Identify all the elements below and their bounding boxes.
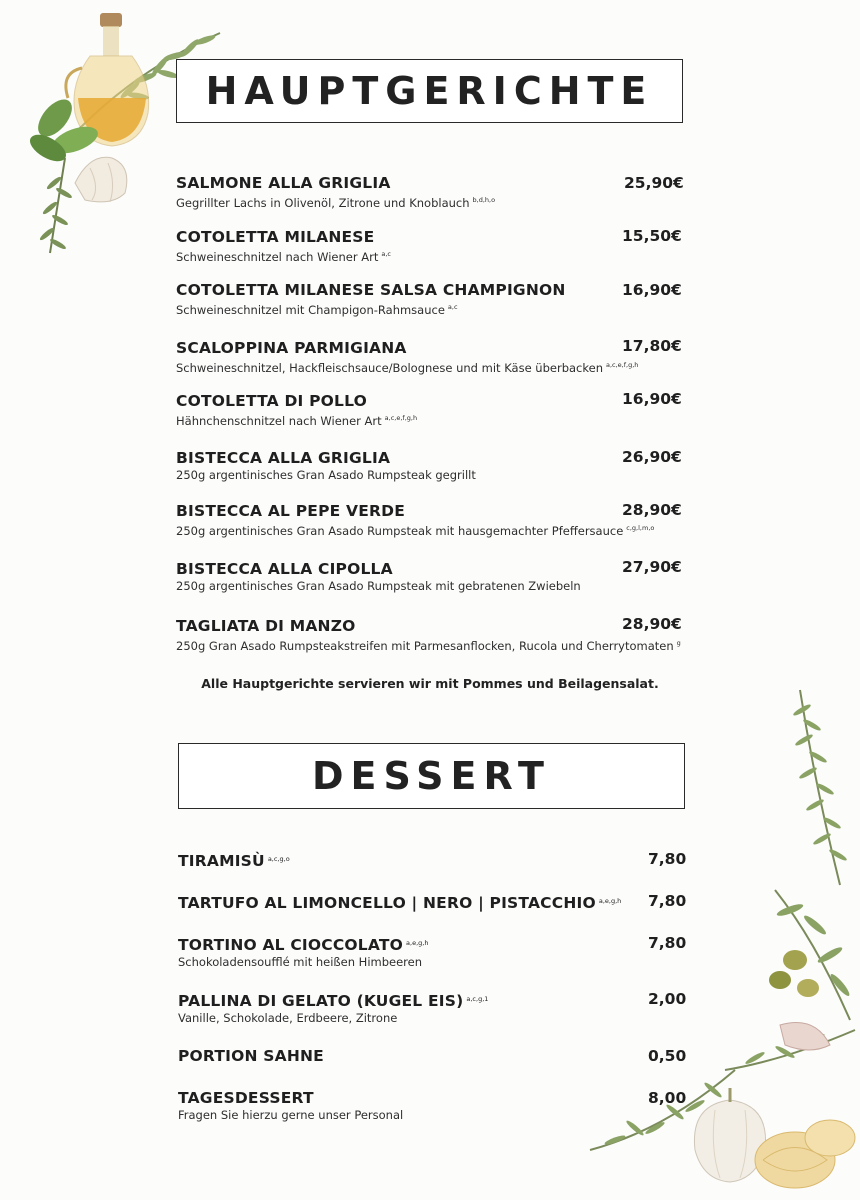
menu-item	[176, 339, 638, 376]
item-name: TARTUFO AL LIMONCELLO | NERO | PISTACCHIO $^{a,e,g,h}$	[178, 894, 622, 912]
item-name: TORTINO AL CIOCCOLATO $^{a,e,g,h}$	[178, 936, 429, 954]
item-desc: Hähnchenschnitzel nach Wiener Art $^{a,c,e,f,g,h}$	[176, 414, 418, 428]
item-name: TAGESDESSERT	[178, 1089, 314, 1107]
menu-item	[178, 1089, 403, 1123]
item-desc: Schweineschnitzel mit Champigon-Rahmsauce $^{a,c}$	[176, 303, 458, 317]
item-price: 7,80	[648, 934, 687, 952]
allergen-codes: a,e,g,h	[598, 897, 622, 905]
allergen-codes: b,d,h,o	[472, 196, 496, 204]
menu-item	[176, 174, 495, 211]
item-desc: Fragen Sie hierzu gerne unser Personal	[178, 1108, 404, 1122]
menu-item	[176, 502, 654, 539]
menu-item	[176, 392, 417, 429]
allergen-codes: a,e,g,h	[406, 939, 429, 947]
item-price: 17,80€	[622, 337, 682, 355]
item-name: PORTION SAHNE	[178, 1047, 324, 1065]
menu-item	[178, 990, 488, 1026]
allergen-codes: a,c	[381, 250, 391, 258]
item-price: 28,90€	[622, 501, 682, 519]
menu-item	[178, 934, 428, 970]
dessert-heading: DESSERT	[312, 754, 551, 798]
item-name: COTOLETTA DI POLLO	[176, 392, 368, 410]
side-dish-note: Alle Hauptgerichte servieren wir mit Pommes und Beilagensalat.	[201, 676, 659, 691]
allergen-codes: a,c,e,f,g,h	[384, 414, 418, 422]
menu-item	[176, 228, 391, 265]
main-course-heading: HAUPTGERICHTE	[205, 69, 654, 113]
item-name: BISTECCA ALLA GRIGLIA	[176, 449, 391, 467]
main-course-heading-box	[176, 59, 683, 123]
allergen-codes: a,c,g,1	[466, 995, 489, 1003]
item-desc: 250g argentinisches Gran Asado Rumpsteak mit gebratenen Zwiebeln	[176, 579, 581, 593]
item-price: 16,90€	[622, 390, 682, 408]
item-price: 16,90€	[622, 281, 682, 299]
menu-item	[178, 1047, 324, 1065]
item-price: 0,50	[648, 1047, 687, 1065]
item-price: 7,80	[648, 850, 687, 868]
menu-item	[176, 560, 581, 594]
item-price: 15,50€	[622, 227, 682, 245]
item-desc: Schweineschnitzel nach Wiener Art $^{a,c}$	[176, 250, 391, 264]
allergen-codes: c,g,l,m,o	[626, 524, 655, 532]
item-name: SCALOPPINA PARMIGIANA	[176, 339, 407, 357]
garlic-pasta-illustration	[585, 1010, 860, 1195]
item-name: PALLINA DI GELATO (KUGEL EIS) $^{a,c,g,1}$	[178, 992, 489, 1010]
menu-item	[176, 617, 681, 654]
item-price: 26,90€	[622, 448, 682, 466]
item-price: 27,90€	[622, 558, 682, 576]
item-name: COTOLETTA MILANESE SALSA CHAMPIGNON	[176, 281, 566, 299]
olives-branch-icon	[760, 880, 860, 1030]
allergen-codes: g	[676, 639, 681, 647]
item-price: 2,00	[648, 990, 687, 1008]
allergen-codes: a,c,e,f,g,h	[605, 361, 639, 369]
rosemary-sprig-icon	[770, 685, 860, 890]
allergen-codes: a,c	[447, 303, 458, 311]
menu-item	[176, 281, 566, 318]
item-desc: Vanille, Schokolade, Erdbeere, Zitrone	[178, 1011, 398, 1025]
allergen-codes: a,c,g,o	[267, 855, 290, 863]
item-desc: 250g Gran Asado Rumpsteakstreifen mit Parmesanflocken, Rucola und Cherrytomaten $^g$	[176, 639, 681, 653]
item-name: TIRAMISÙ $^{a,c,g,o}$	[178, 852, 290, 870]
item-price: 8,00	[648, 1089, 687, 1107]
item-name: COTOLETTA MILANESE	[176, 228, 375, 246]
item-desc: Gegrillter Lachs in Olivenöl, Zitrone und Knoblauch $^{b,d,h,o}$	[176, 196, 496, 210]
item-desc: Schweineschnitzel, Hackfleischsauce/Bolognese und mit Käse überbacken $^{a,c,e,f,g,h}$	[176, 361, 639, 375]
item-desc: Schokoladensoufflé mit heißen Himbeeren	[178, 955, 423, 969]
menu-item	[178, 892, 621, 912]
item-desc: 250g argentinisches Gran Asado Rumpsteak gegrillt	[176, 468, 476, 482]
item-price: 25,90€	[624, 174, 684, 192]
dessert-heading-box	[178, 743, 685, 809]
item-name: BISTECCA AL PEPE VERDE	[176, 502, 405, 520]
item-name: BISTECCA ALLA CIPOLLA	[176, 560, 393, 578]
item-price: 28,90€	[622, 615, 682, 633]
item-name: TAGLIATA DI MANZO	[176, 617, 356, 635]
olive-oil-herbs-illustration	[20, 8, 230, 263]
item-desc: 250g argentinisches Gran Asado Rumpsteak mit hausgemachter Pfeffersauce $^{c,g,l,m,o}$	[176, 524, 655, 538]
menu-item	[178, 850, 290, 870]
menu-item	[176, 449, 476, 483]
item-price: 7,80	[648, 892, 687, 910]
item-name: SALMONE ALLA GRIGLIA	[176, 174, 391, 192]
